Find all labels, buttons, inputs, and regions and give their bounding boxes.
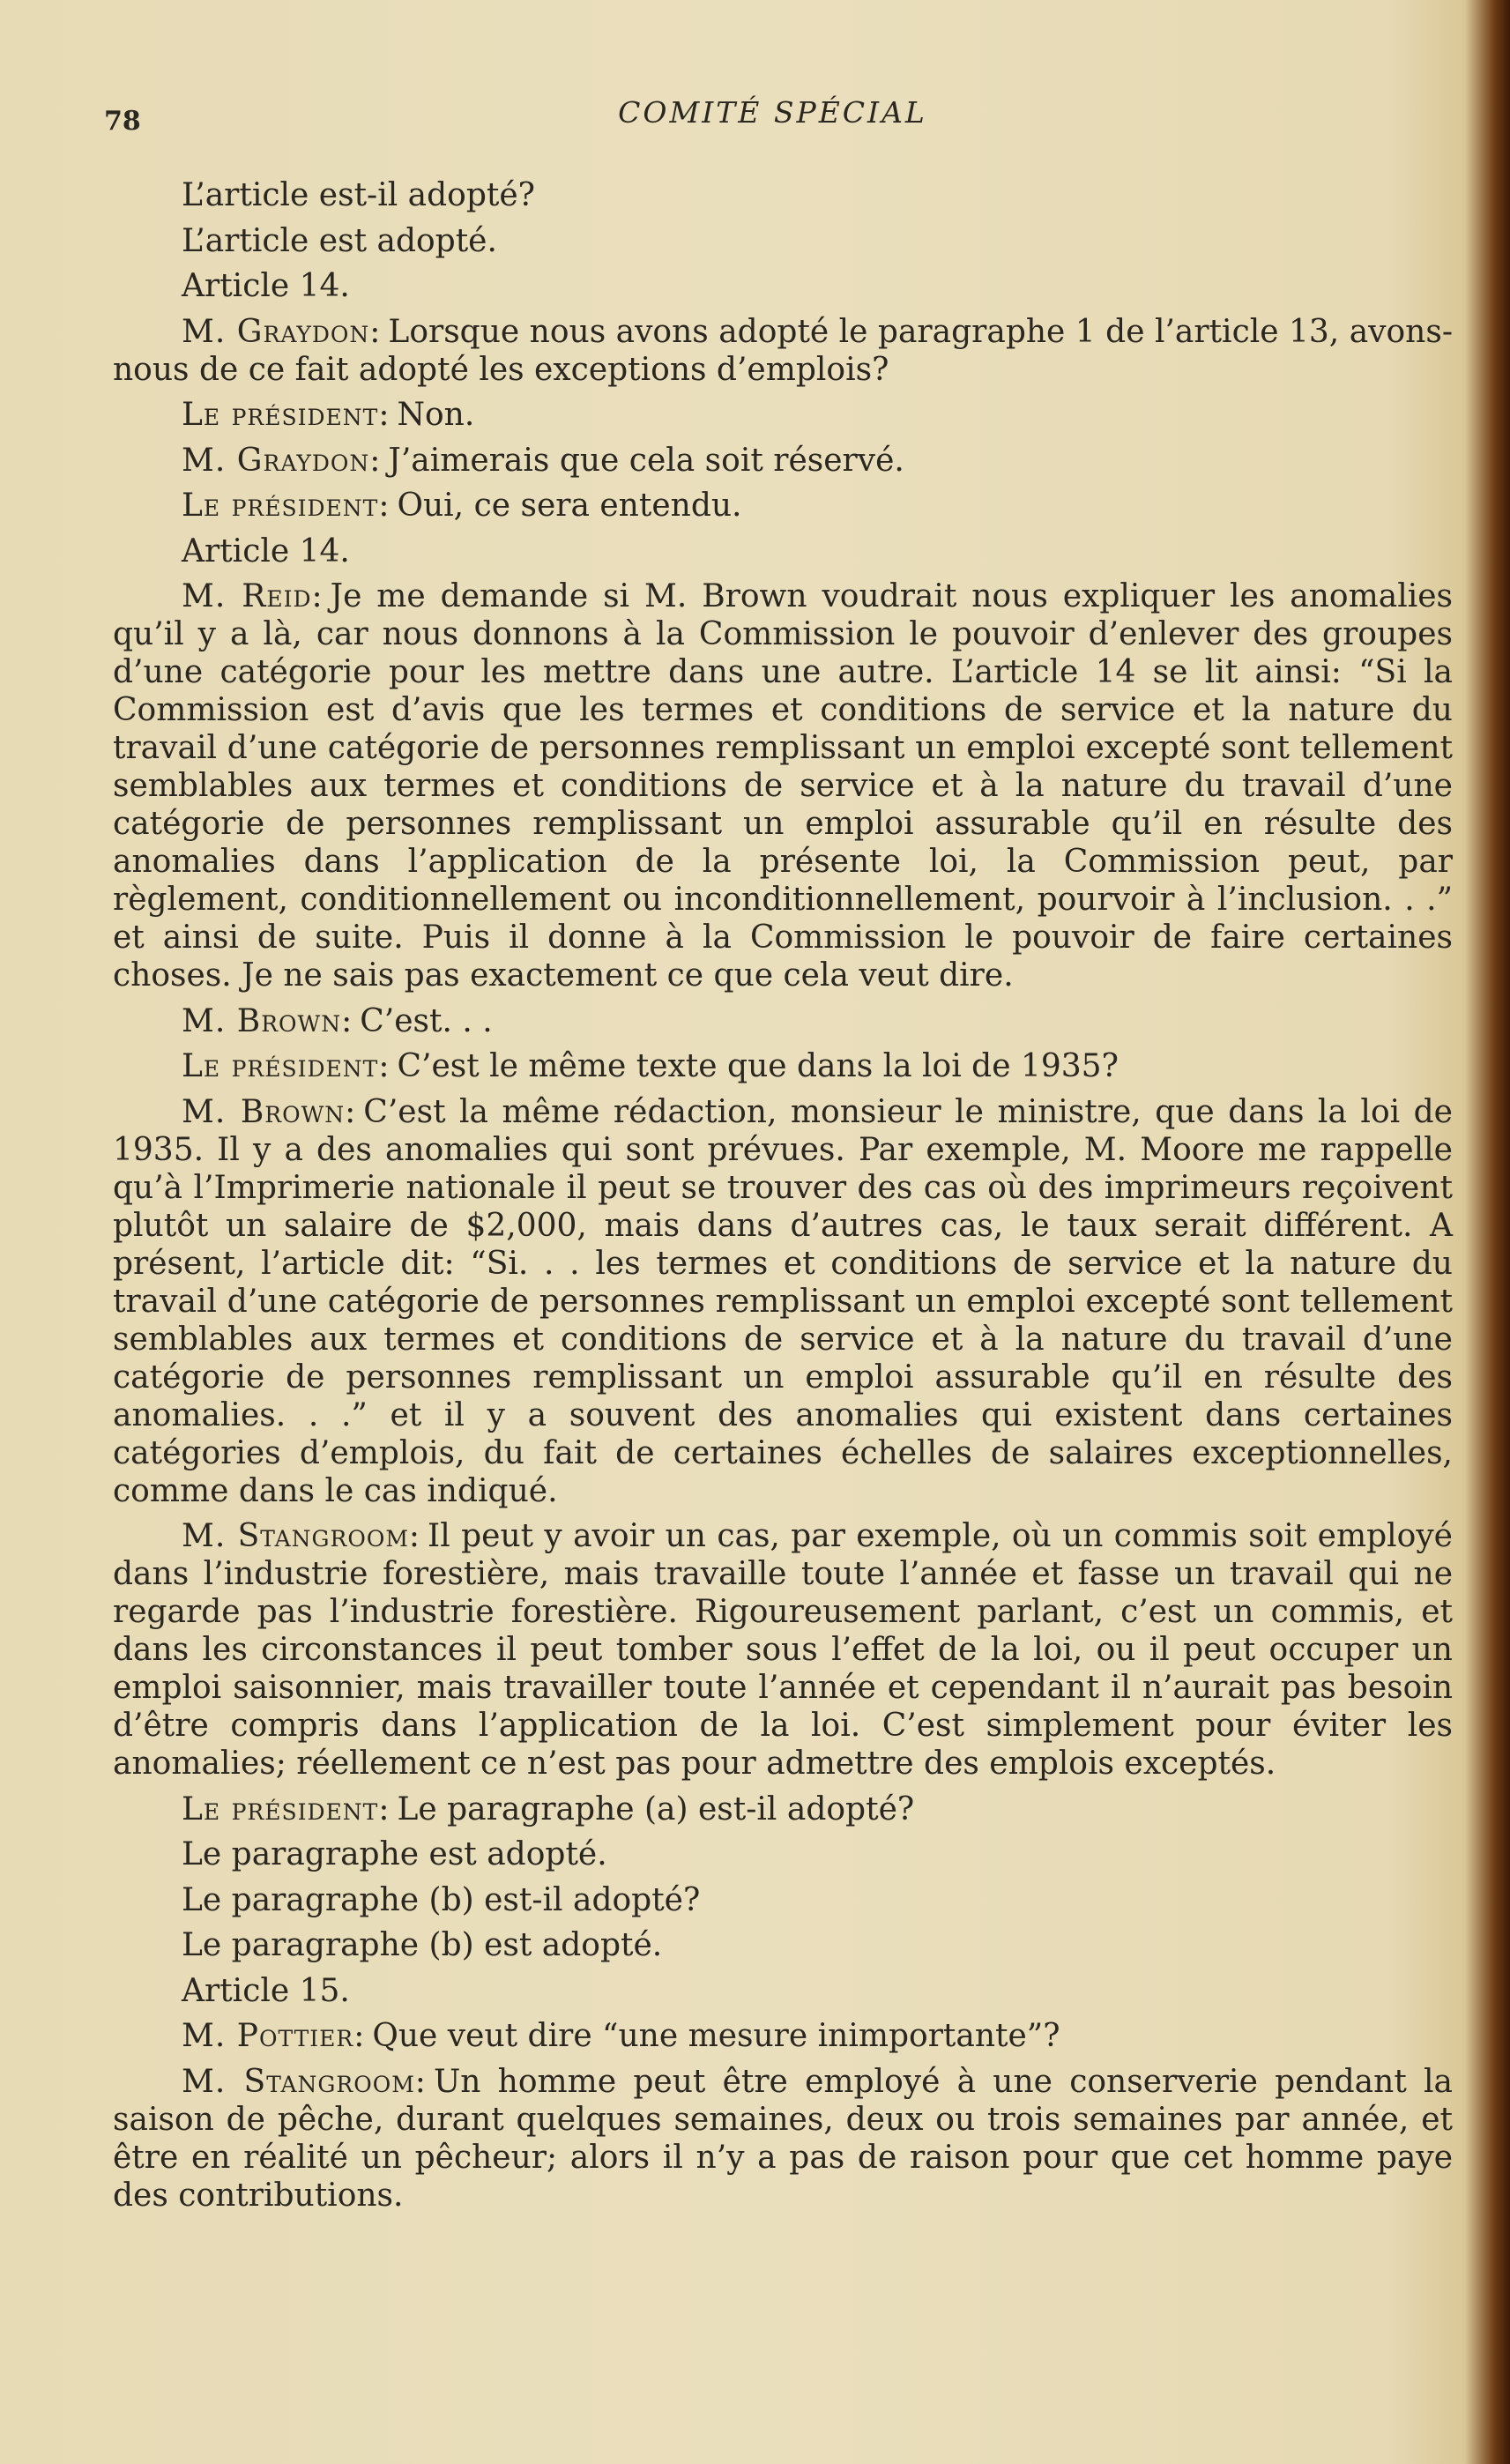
paragraph: M. Brown: C’est. . . [182,1002,493,1039]
paragraph: Le président: Non. [182,397,475,433]
paragraph: M. Stangroom: Il peut y avoir un cas, par exemple, où un commis soit employé dans l’industrie forestière, mais travaille toute l’année et fasse un travail qui ne regarde pas l’industrie forestière. Rigoureusement parlant, c’est un commis, et dans les circonstances il peut tomber sous l’effet de la loi, ou il peut occuper un emploi saisonnier, mais travailler toute l’année et cependant il n’aurait pas besoin d’être compris dans l’application de la loi. C’est simplement pour éviter les anomalies; réellement ce n’est pas pour admettre des emplois exceptés. [113,1518,1453,1782]
paragraph: M. Graydon: J’aimerais que cela soit réservé. [182,442,904,479]
paragraph: Le paragraphe (b) est adopté. [182,1927,663,1963]
paragraph: L’article est adopté. [182,222,497,259]
paragraph: Le paragraphe (b) est-il adopté? [182,1881,701,1918]
paragraph: Le président: Oui, ce sera entendu. [182,488,742,524]
paragraph: M. Pottier: Que veut dire “une mesure inimportante”? [182,2018,1060,2054]
paragraph: Le président: C’est le même texte que dans la loi de 1935? [182,1048,1119,1084]
transcript-body [113,176,1453,2222]
paragraph: M. Brown: C’est la même rédaction, monsieur le ministre, que dans la loi de 1935. Il y a des anomalies qui sont prévues. Par exemple, M. Moore me rappelle qu’à l’Imprimerie nationale il peut se trouver des cas où des imprimeurs reçoivent plutôt un salaire de $2,000, mais dans d’autres cas, le taux serait différent. A présent, l’article dit: “Si. . . les termes et conditions de service et la nature du travail d’une catégorie de personnes remplissant un emploi excepté sont tellement semblables aux termes et conditions de service et à la nature du travail d’une catégorie de personnes remplissant un emploi assurable qu’il en résulte des anomalies. . .” et il y a souvent des anomalies qui existent dans certaines catégories d’emplois, du fait de certaines échelles de salaires exceptionnelles, comme dans le cas indiqué. [113,1093,1453,1509]
running-title: COMITÉ SPÉCIAL [618,95,927,130]
paragraph: M. Stangroom: Un homme peut être employé à une conserverie pendant la saison de pêche, durant quelques semaines, deux ou trois semaines par année, et être en réalité un pêcheur; alors il n’y a pas de raison pour que cet homme paye des contributions. [113,2063,1453,2214]
paragraph: Article 14. [182,532,350,569]
paragraph: L’article est-il adopté? [182,177,535,213]
page-number: 78 [104,106,141,137]
paragraph: Article 15. [182,1972,350,2009]
paragraph: Le paragraphe est adopté. [182,1836,607,1872]
paragraph: M. Reid: Je me demande si M. Brown voudrait nous expliquer les anomalies qu’il y a là, car nous donnons à la Commission le pouvoir d’enlever des groupes d’une catégorie pour les mettre dans une autre. L’article 14 se lit ainsi: “Si la Commission est d’avis que les termes et conditions de service et la nature du travail d’une catégorie de personnes remplissant un emploi excepté sont tellement semblables aux termes et conditions de service et à la nature du travail d’une catégorie de personnes remplissant un emploi assurable qu’il en résulte des anomalies dans l’application de la présente loi, la Commission peut, par règlement, conditionnellement ou inconditionnellement, pourvoir à l’inclusion. . .” et ainsi de suite. Puis il donne à la Commission le pouvoir de faire certaines choses. Je ne sais pas exactement ce que cela veut dire. [113,578,1453,994]
paragraph: Le président: Le paragraphe (a) est-il adopté? [182,1790,915,1828]
paragraph: Article 14. [182,268,350,304]
paragraph: M. Graydon: Lorsque nous avons adopté le paragraphe 1 de l’article 13, avons-nous de ce fait adopté les exceptions d’emplois? [113,313,1453,388]
